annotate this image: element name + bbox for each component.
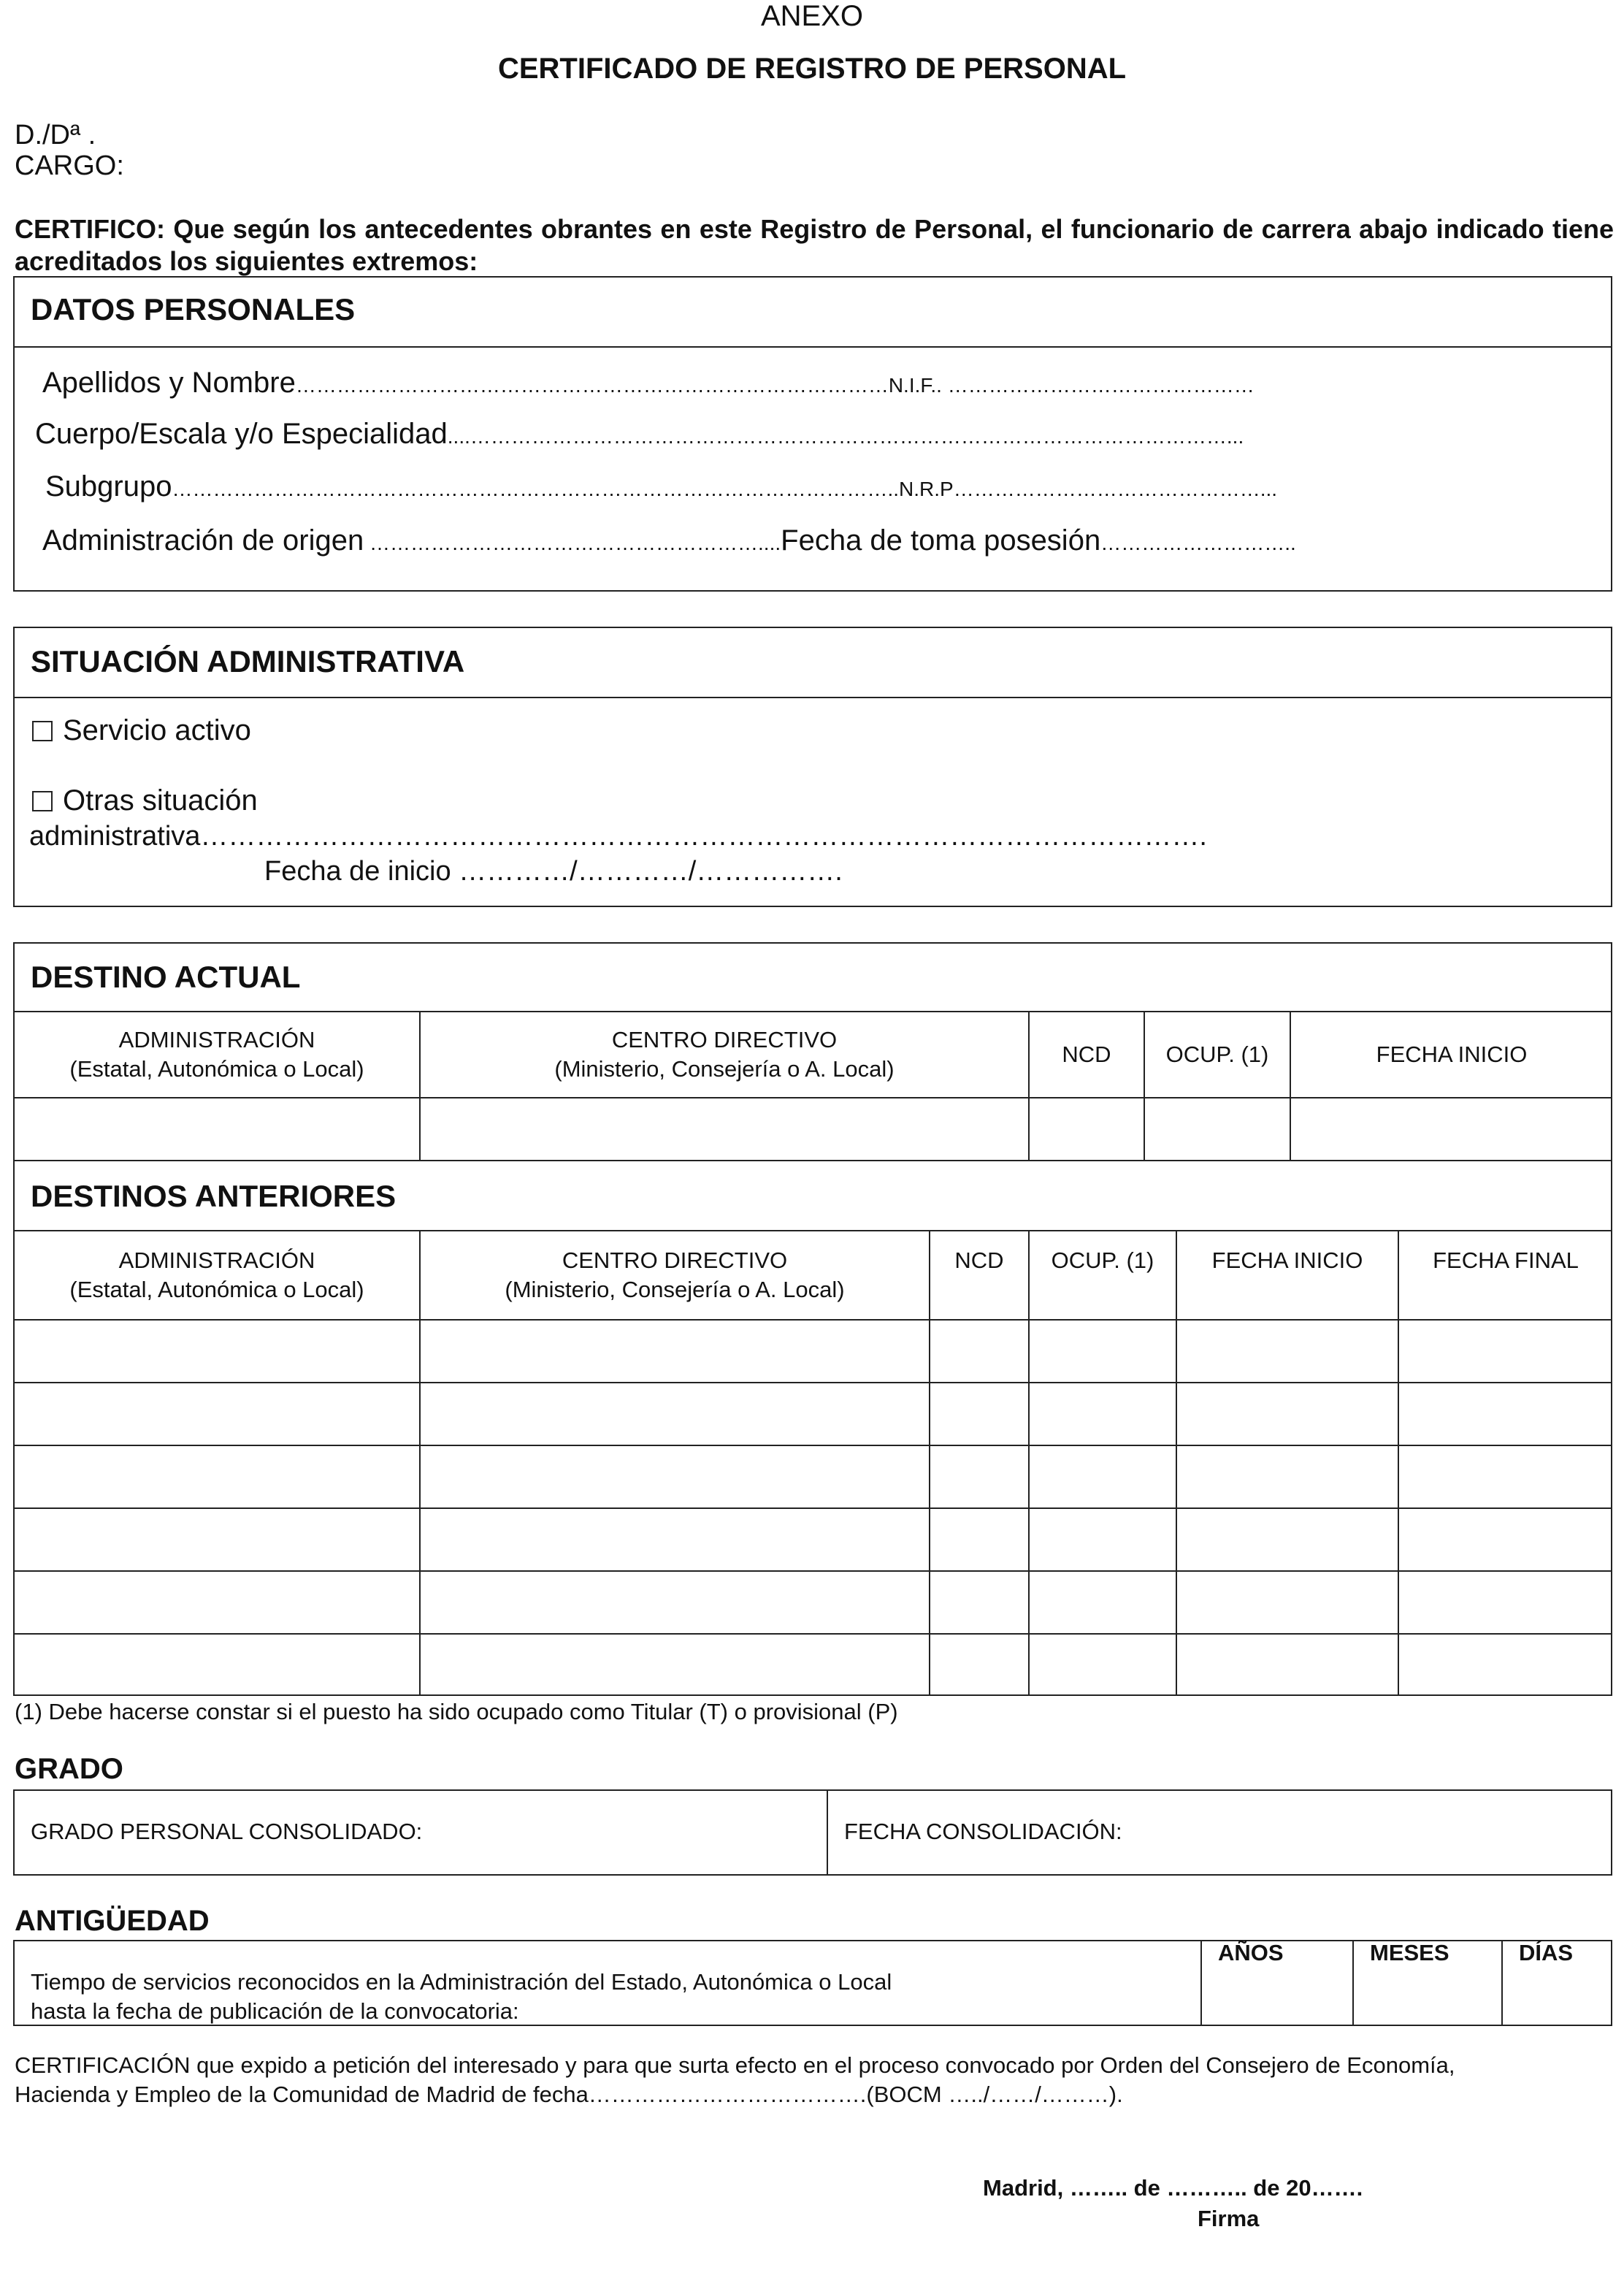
- admin-origen-dots: …………………………………………………....: [364, 532, 781, 554]
- divider: [13, 1097, 1612, 1098]
- col-divider: [1352, 1940, 1354, 2026]
- admin-origen-label: Administración de origen: [42, 524, 364, 557]
- otras-situacion-line: administrativa……………………………………………………………………………………………….: [29, 821, 1207, 852]
- servicio-activo-label: Servicio activo: [63, 714, 251, 746]
- col-fecha-inicio-header: FECHA INICIO: [1211, 1247, 1363, 1273]
- divider: [13, 697, 1612, 698]
- table-row: [13, 1570, 1612, 1572]
- col-divider: [1290, 1011, 1291, 1160]
- antiguedad-description: [31, 1968, 892, 2026]
- nrp-label: N.R.P: [899, 478, 954, 500]
- col-divider: [1501, 1940, 1503, 2026]
- nif-dots: ………………………………………: [941, 374, 1255, 397]
- servicio-activo-checkbox[interactable]: [32, 721, 53, 741]
- certificacion-text: [15, 2051, 1614, 2109]
- col-admin-title: ADMINISTRACIÓN: [118, 1247, 315, 1273]
- table-row: [13, 1507, 1612, 1509]
- col-centro-title: CENTRO DIRECTIVO: [562, 1247, 788, 1273]
- col-divider: [929, 1230, 930, 1696]
- servicio-activo-option[interactable]: [32, 714, 251, 747]
- antiguedad-desc-line2: hasta la fecha de publicación de la convocatoria:: [31, 1998, 519, 2024]
- admin-origen-field: [42, 524, 1296, 557]
- antiguedad-desc-line1: Tiempo de servicios reconocidos en la Administración del Estado, Autonómica o Local: [31, 1969, 892, 1995]
- col-divider: [1028, 1011, 1030, 1160]
- annex-label: ANEXO: [760, 0, 864, 32]
- situacion-title: SITUACIÓN ADMINISTRATIVA: [31, 644, 465, 679]
- cuerpo-label: Cuerpo/Escala y/o Especialidad: [35, 418, 448, 450]
- col-admin-header: [15, 1025, 419, 1084]
- page-title: CERTIFICADO DE REGISTRO DE PERSONAL: [497, 53, 1127, 85]
- fecha-consolidacion-label: FECHA CONSOLIDACIÓN:: [844, 1819, 1122, 1844]
- apellidos-dots: ……………………………………………………………………………: [295, 374, 889, 397]
- apellidos-label: Apellidos y Nombre: [42, 367, 296, 399]
- col-admin-title: ADMINISTRACIÓN: [118, 1027, 315, 1052]
- destino-actual-title: DESTINO ACTUAL: [31, 960, 301, 994]
- col-admin-subtitle: (Estatal, Autonómica o Local): [69, 1277, 364, 1302]
- col-admin-subtitle: (Estatal, Autonómica o Local): [69, 1056, 364, 1082]
- grado-consolidado-label: GRADO PERSONAL CONSOLIDADO:: [31, 1819, 423, 1844]
- lugar-fecha: Madrid, …….. de ……….. de 20…….: [983, 2175, 1363, 2201]
- divider: [13, 1011, 1612, 1012]
- col-divider: [1398, 1230, 1399, 1696]
- col-divider: [1144, 1011, 1145, 1160]
- col-centro-header: [421, 1025, 1028, 1084]
- col-ncd-header: NCD: [1062, 1042, 1111, 1067]
- col-centro-subtitle: (Ministerio, Consejería o A. Local): [505, 1277, 845, 1302]
- cargo-label: CARGO:: [15, 150, 124, 181]
- apellidos-field: [42, 367, 1255, 400]
- col-ocup-header: OCUP. (1): [1051, 1247, 1154, 1273]
- fecha-inicio-field: Fecha de inicio …………/…………/…………….: [264, 856, 843, 887]
- col-admin-header: [15, 1246, 419, 1304]
- dias-header: DÍAS: [1519, 1940, 1574, 1965]
- divider: [13, 346, 1612, 348]
- col-fecha-final-header: FECHA FINAL: [1433, 1247, 1579, 1273]
- divider: [13, 1160, 1612, 1161]
- col-ocup-header: OCUP. (1): [1165, 1042, 1269, 1067]
- certifico-text: CERTIFICO: Que según los antecedentes obrantes en este Registro de Personal, el funcionario de carrera abajo indicado tiene acreditados los siguientes extremos:: [15, 214, 1614, 276]
- subgrupo-label: Subgrupo: [45, 470, 172, 502]
- cuerpo-field: [35, 418, 1244, 451]
- col-centro-subtitle: (Ministerio, Consejería o A. Local): [554, 1056, 895, 1082]
- certificacion-line1: CERTIFICACIÓN que expido a petición del interesado y para que surta efecto en el proceso convocado por Orden del Consejero de Economía,: [15, 2052, 1455, 2078]
- toma-posesion-label: Fecha de toma posesión: [781, 524, 1101, 557]
- col-centro-header: [421, 1246, 929, 1304]
- nif-label: N.I.F..: [888, 374, 942, 397]
- nrp-dots: ………………………………………...: [953, 478, 1278, 500]
- table-row: [13, 1382, 1612, 1383]
- destinos-anteriores-title: DESTINOS ANTERIORES: [31, 1179, 397, 1213]
- col-divider: [827, 1789, 828, 1876]
- col-centro-title: CENTRO DIRECTIVO: [611, 1027, 838, 1052]
- otras-situacion-label: Otras situación: [63, 784, 258, 817]
- col-ncd-header: NCD: [954, 1247, 1004, 1273]
- table-row: [13, 1633, 1612, 1635]
- ocupacion-footnote: (1) Debe hacerse constar si el puesto ha sido ocupado como Titular (T) o provisional (P): [15, 1699, 898, 1724]
- col-fecha-inicio-header: FECHA INICIO: [1376, 1042, 1528, 1067]
- subgrupo-dots: ……………………………………………………………………………………………..: [172, 478, 900, 500]
- meses-header: MESES: [1370, 1940, 1449, 1965]
- divider: [13, 1230, 1612, 1231]
- col-divider: [1200, 1940, 1202, 2026]
- cuerpo-dots: ....…………………………………………………………………………………………………...: [447, 425, 1244, 448]
- anos-header: AÑOS: [1218, 1940, 1284, 1965]
- table-row: [13, 1445, 1612, 1446]
- divider: [13, 1319, 1612, 1321]
- toma-posesion-dots: ………………………..: [1100, 532, 1296, 554]
- otras-situacion-checkbox[interactable]: [32, 791, 53, 811]
- col-divider: [1176, 1230, 1177, 1696]
- otras-situacion-option[interactable]: [32, 784, 258, 817]
- antiguedad-title: ANTIGÜEDAD: [15, 1905, 210, 1937]
- grado-title: GRADO: [15, 1753, 123, 1785]
- certificacion-line2: Hacienda y Empleo de la Comunidad de Madrid de fecha……………………………….(BOCM …../……/………).: [15, 2082, 1123, 2107]
- dd-label: D./Dª .: [15, 120, 96, 150]
- firma-label: Firma: [1198, 2206, 1260, 2231]
- col-divider: [1028, 1230, 1030, 1696]
- datos-personales-title: DATOS PERSONALES: [31, 292, 356, 326]
- subgrupo-field: [45, 470, 1277, 503]
